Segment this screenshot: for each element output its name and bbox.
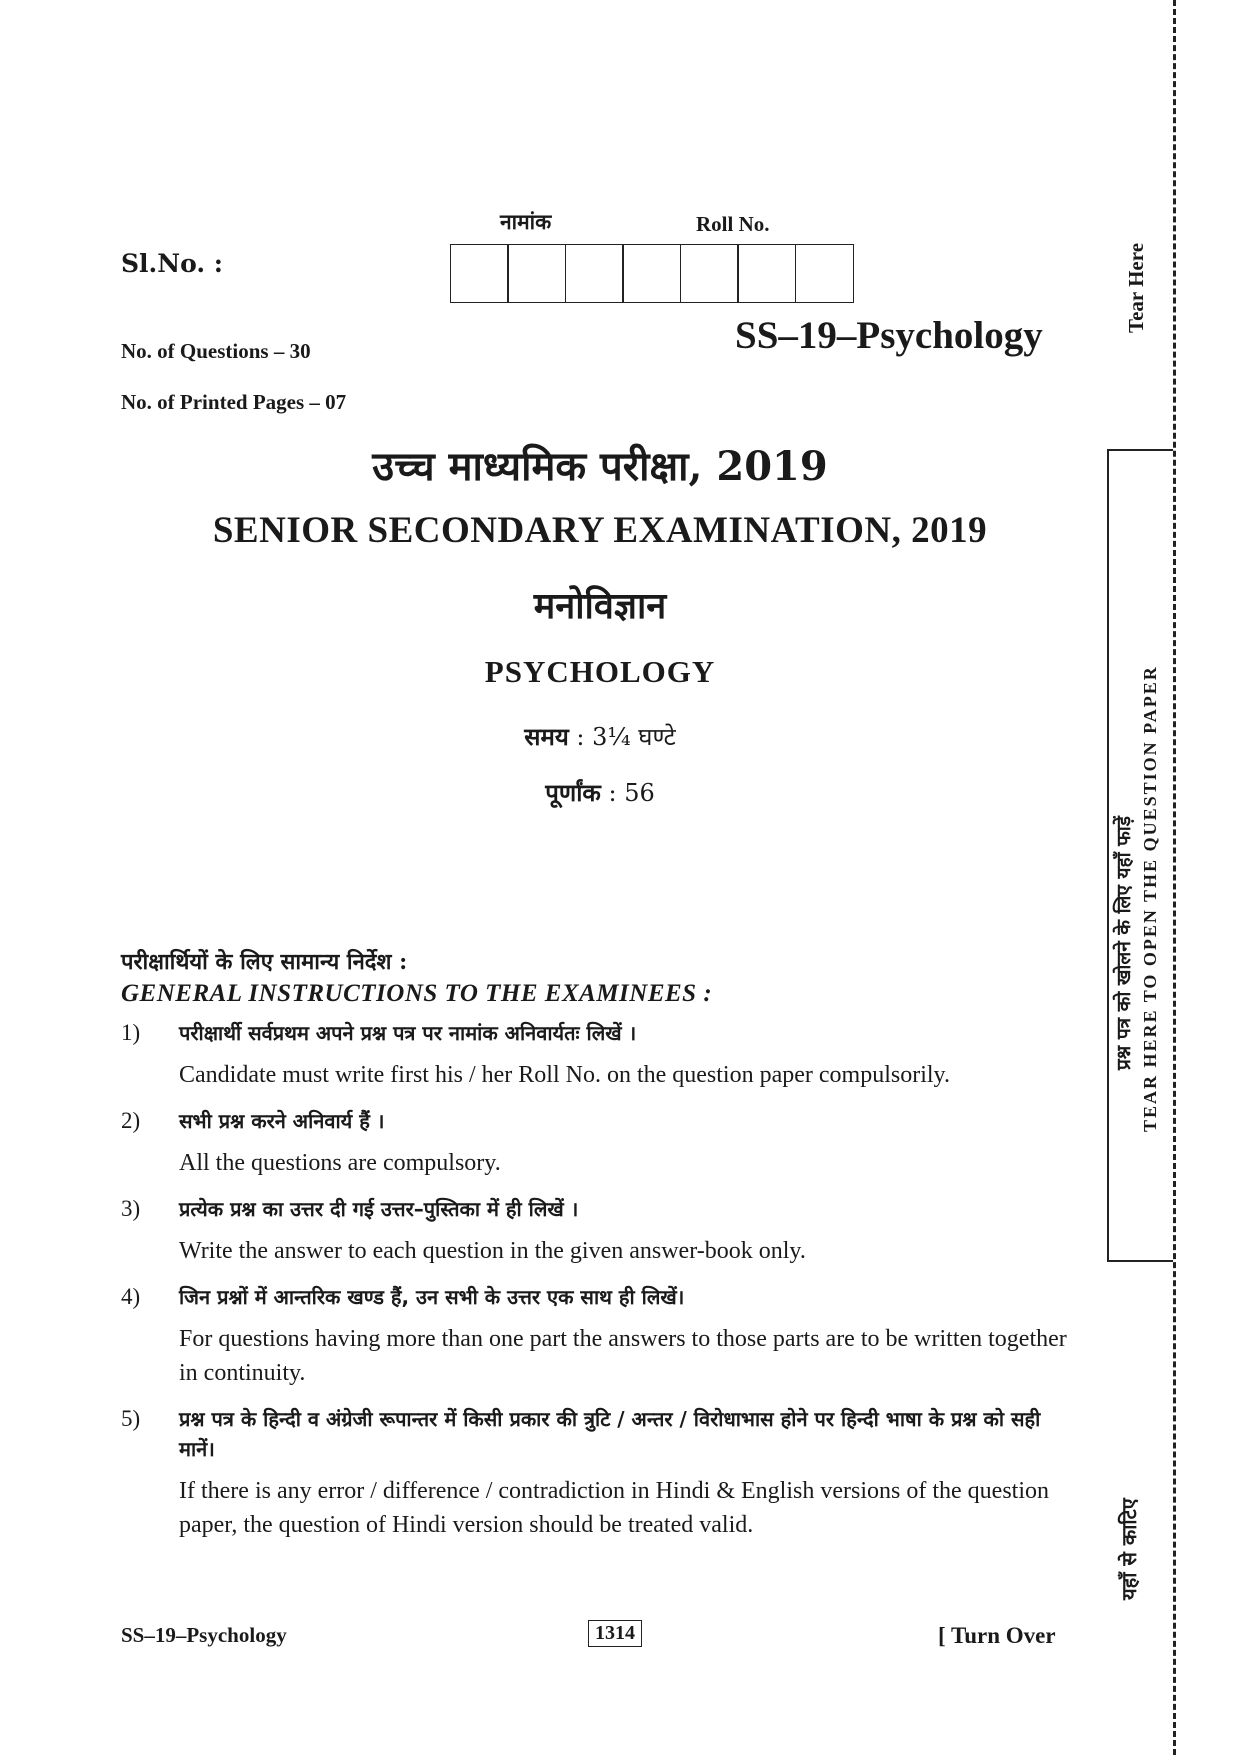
marks-label: पूर्णांक — [545, 778, 601, 807]
instructions-heading-hindi: परीक्षार्थियों के लिए सामान्य निर्देश : — [121, 949, 408, 975]
instruction-text: For questions having more than one part the answers to those parts are to be written together in continuity. — [179, 1326, 1067, 1386]
instruction-number: 3) — [121, 1196, 141, 1221]
turn-over-note: [ Turn Over — [938, 1623, 1056, 1648]
instruction-text-hindi: जिन प्रश्नों में आन्तरिक खण्ड हैं, उन सभी के उत्तर एक साथ ही लिखें। — [179, 1285, 685, 1309]
instructions-heading: GENERAL INSTRUCTIONS TO THE EXAMINEES : — [121, 980, 713, 1007]
maximum-marks — [0, 776, 1200, 809]
tear-instruction-hindi: प्रश्न पत्र को खोलने के लिए यहाँ फाड़ें — [1113, 816, 1135, 1070]
roll-number-box[interactable] — [795, 244, 854, 303]
subject-title-hindi: मनोविज्ञान — [533, 585, 667, 627]
time-allowed — [0, 720, 1200, 753]
paper-code: SS–19–Psychology — [735, 314, 1043, 357]
number-of-printed-pages: No. of Printed Pages – 07 — [121, 390, 347, 414]
instruction-text: Write the answer to each question in the given answer-book only. — [179, 1238, 806, 1264]
serial-number-label: Sl.No. : — [121, 249, 223, 278]
instruction-number: 5) — [121, 1406, 141, 1431]
instruction-item — [121, 1404, 1081, 1542]
exam-title-hindi: उच्च माध्यमिक परीक्षा, 2019 — [372, 443, 828, 490]
time-value: : 3¼ घण्टे — [576, 723, 676, 751]
instruction-text: If there is any error / difference / contradiction in Hindi & English versions of the question paper, the question of Hindi version should be treated valid. — [179, 1478, 1049, 1538]
tear-here-label: Tear Here — [1124, 242, 1148, 333]
instruction-item — [121, 1282, 1081, 1390]
instruction-item — [121, 1106, 1081, 1180]
footer-paper-code: SS–19–Psychology — [121, 1623, 287, 1647]
roll-number-label: Roll No. — [696, 212, 770, 236]
marks-value: : 56 — [608, 779, 655, 807]
instructions-list — [121, 1018, 1081, 1556]
roll-number-box[interactable] — [737, 244, 796, 303]
instruction-text-hindi: प्रत्येक प्रश्न का उत्तर दी गई उत्तर–पुस्तिका में ही लिखें । — [179, 1197, 579, 1221]
tear-line — [1173, 0, 1176, 1755]
instruction-text-hindi: परीक्षार्थी सर्वप्रथम अपने प्रश्न पत्र पर नामांक अनिवार्यतः लिखें । — [179, 1021, 637, 1045]
instruction-text: All the questions are compulsory. — [179, 1150, 501, 1176]
roll-number-boxes — [451, 244, 854, 303]
roll-number-label-hindi: नामांक — [500, 209, 552, 234]
roll-number-box[interactable] — [507, 244, 566, 303]
time-label: समय — [524, 722, 569, 751]
instruction-text: Candidate must write first his / her Roll No. on the question paper compulsorily. — [179, 1062, 950, 1088]
roll-number-box[interactable] — [565, 244, 624, 303]
instruction-item — [121, 1194, 1081, 1268]
roll-number-box[interactable] — [450, 244, 509, 303]
instruction-text-hindi: प्रश्न पत्र के हिन्दी व अंग्रेजी रूपान्तर में किसी प्रकार की त्रुटि / अन्तर / विरोधाभास होने पर हिन्दी भाषा के प्रश्न को सही मानें। — [179, 1407, 1041, 1461]
instruction-item — [121, 1018, 1081, 1092]
instruction-number: 2) — [121, 1108, 141, 1133]
roll-number-box[interactable] — [622, 244, 681, 303]
instruction-number: 1) — [121, 1020, 141, 1045]
instruction-text-hindi: सभी प्रश्न करने अनिवार्य हैं । — [179, 1109, 385, 1133]
subject-title: PSYCHOLOGY — [484, 654, 716, 689]
roll-number-box[interactable] — [680, 244, 739, 303]
instruction-number: 4) — [121, 1284, 141, 1309]
number-of-questions: No. of Questions – 30 — [121, 339, 311, 363]
cut-here-label: यहाँ से काटिए — [1117, 1498, 1141, 1600]
exam-title: SENIOR SECONDARY EXAMINATION, 2019 — [212, 510, 988, 551]
tear-instruction: TEAR HERE TO OPEN THE QUESTION PAPER — [1140, 665, 1160, 1132]
footer-page-code: 1314 — [588, 1620, 642, 1647]
